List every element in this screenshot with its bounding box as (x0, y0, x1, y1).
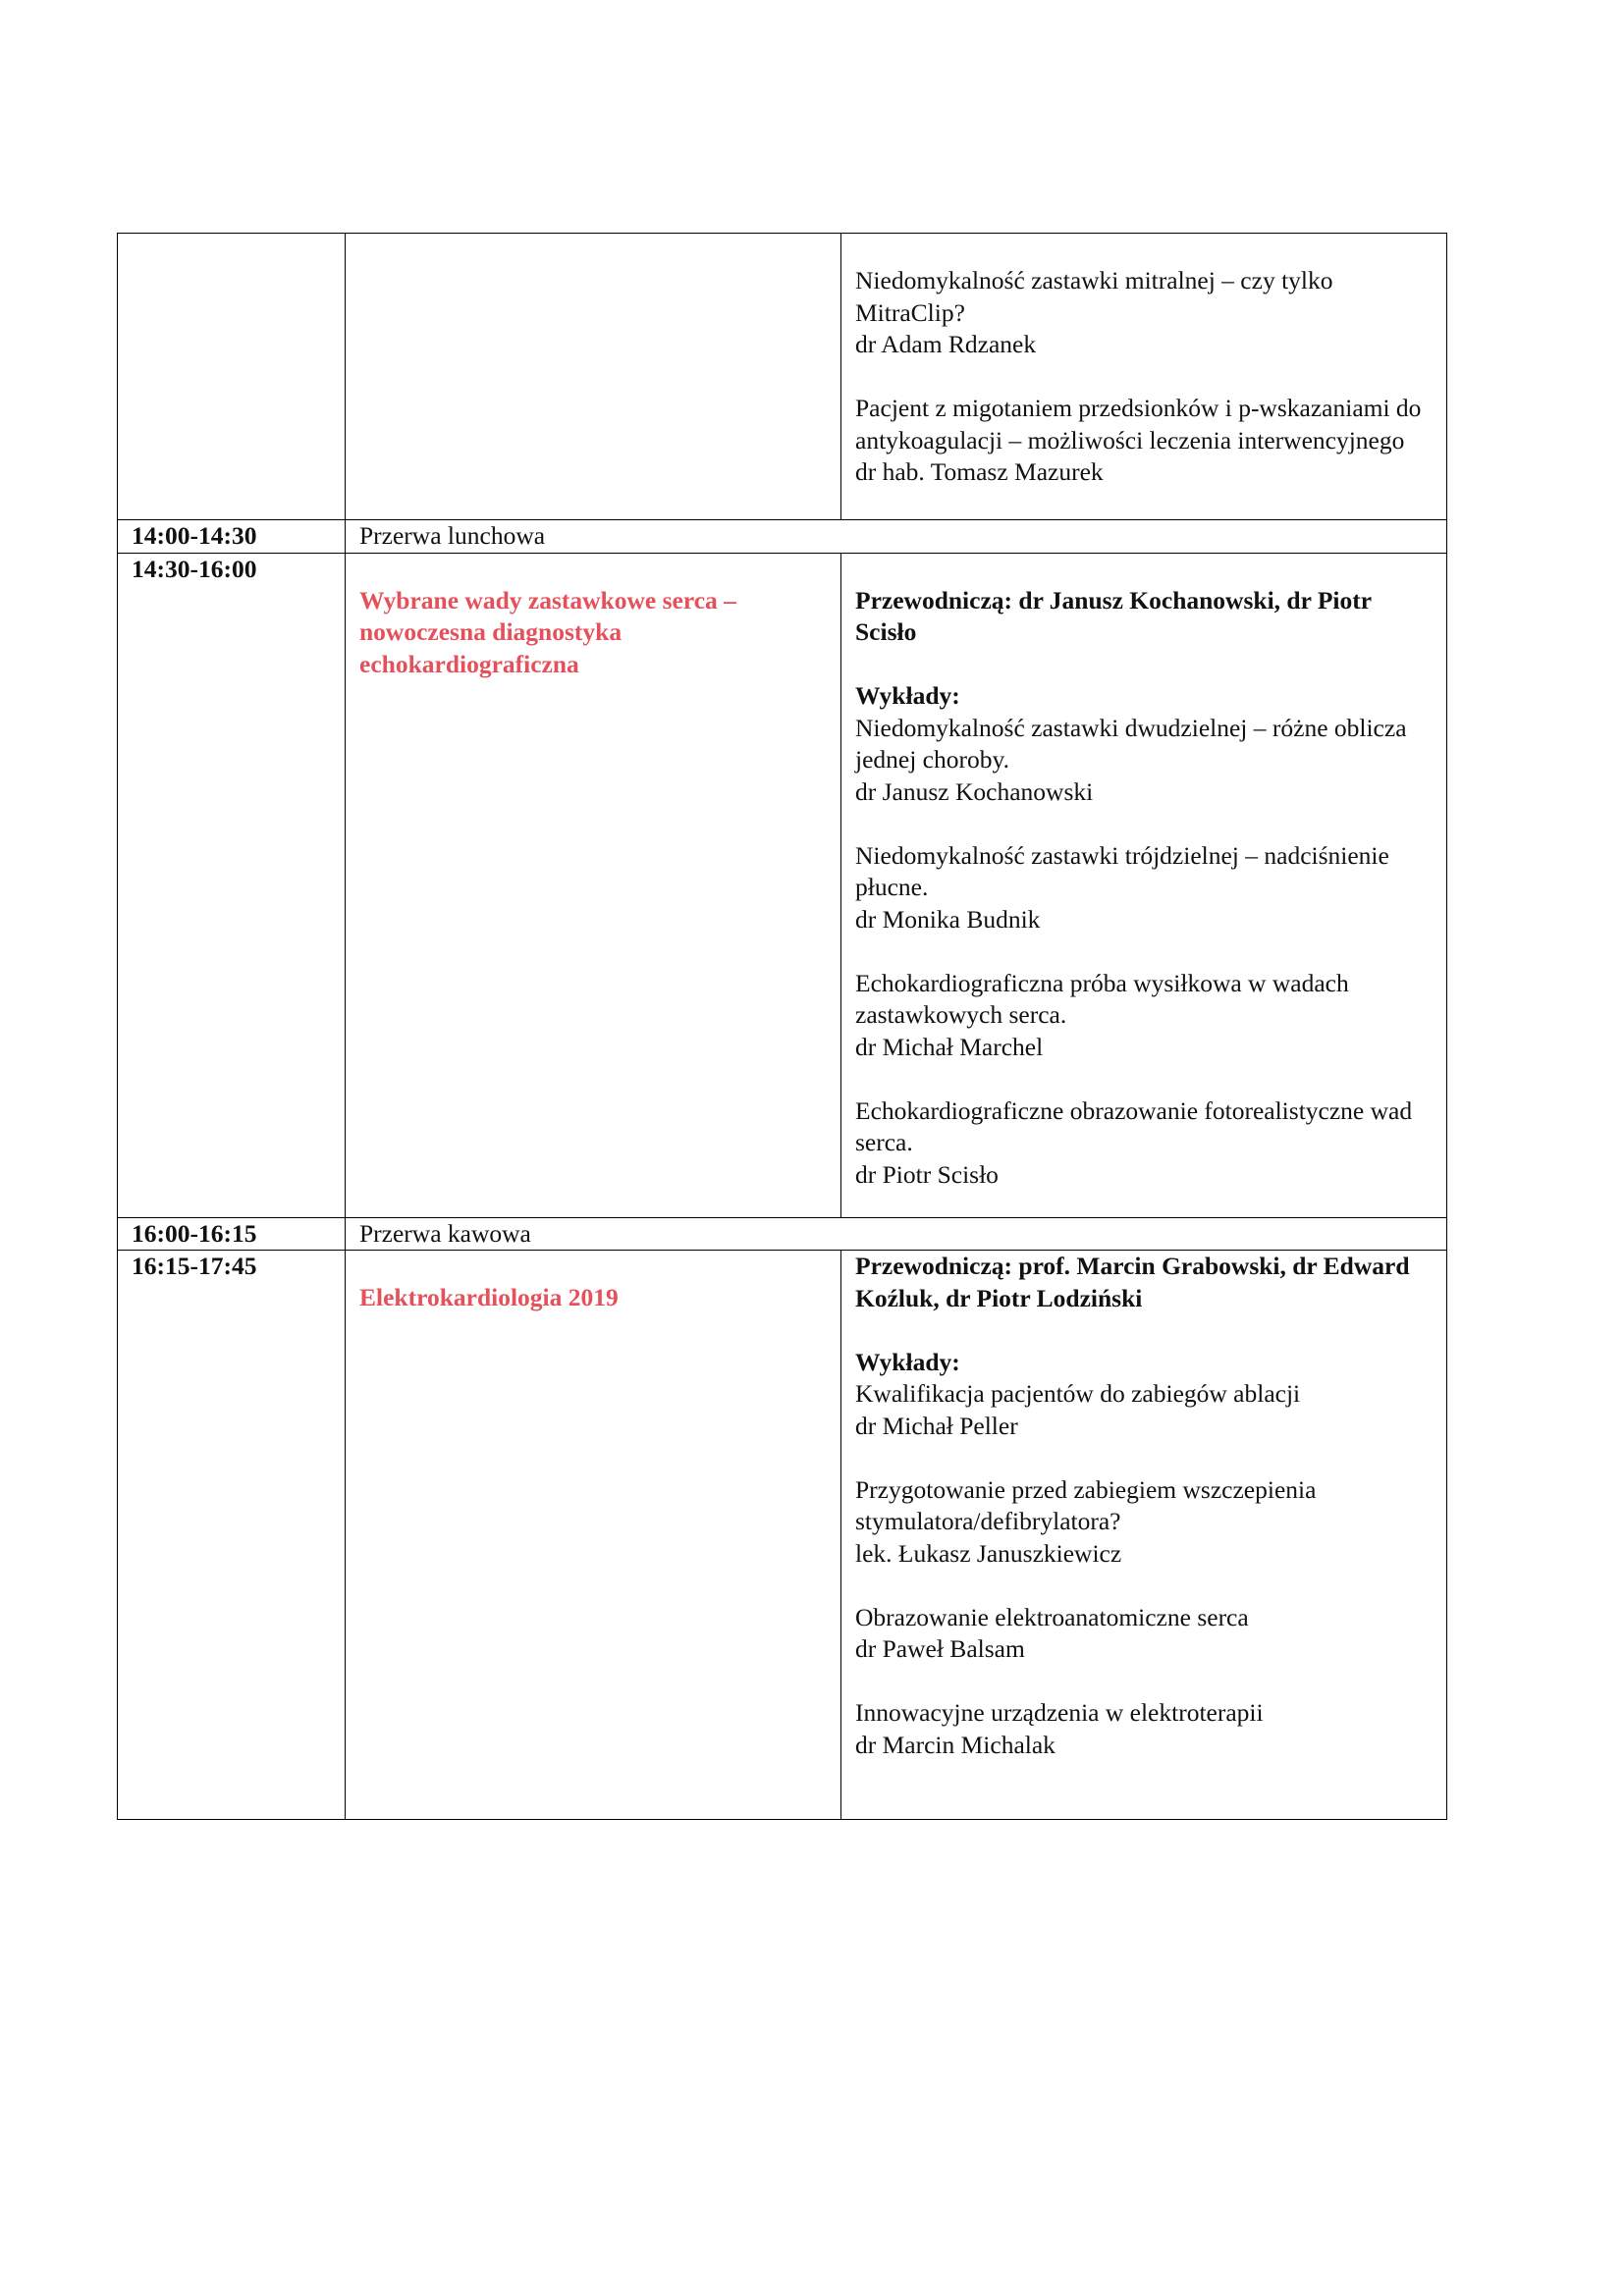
lecture-item (855, 1095, 1433, 1192)
chairs-text: Przewodniczą: prof. Marcin Grabowski, dr Edward Koźluk, dr Piotr Lodziński (855, 1252, 1410, 1312)
break-label: Przerwa kawowa (359, 1218, 531, 1248)
lecture-speaker: dr Monika Budnik (855, 904, 1041, 934)
lecture-item (855, 1602, 1433, 1666)
session-title: Elektrokardiologia 2019 (359, 1283, 619, 1311)
lecture-item (855, 265, 1433, 361)
lecture-title: Innowacyjne urządzenia w elektroterapii (855, 1698, 1264, 1727)
lecture-title: Pacjent z migotaniem przedsionków i p-wskazaniami do antykoagulacji – możliwości leczenia interwencyjnego (855, 394, 1422, 454)
lecture-title: Niedomykalność zastawki trójdzielnej – nadciśnienie płucne. (855, 840, 1389, 901)
time-cell: 14:00-14:30 (118, 520, 346, 554)
lecture-title: Przygotowanie przed zabiegiem wszczepienia stymulatora/defibrylatora? (855, 1474, 1317, 1535)
lecture-item (855, 1378, 1433, 1442)
lecture-item (855, 1697, 1433, 1761)
schedule-row-break (118, 520, 1447, 554)
lecture-item (855, 968, 1433, 1064)
lecture-speaker: dr Michał Peller (855, 1411, 1018, 1440)
session-cell (346, 234, 841, 520)
session-cell (346, 553, 841, 1217)
lecture-title: Niedomykalność zastawki mitralnej – czy tylko MitraClip? (855, 266, 1333, 327)
lecture-title: Kwalifikacja pacjentów do zabiegów ablacji (855, 1379, 1301, 1408)
lecture-speaker: dr Paweł Balsam (855, 1634, 1025, 1663)
content-cell (841, 234, 1447, 520)
session-title: Wybrane wady zastawkowe serca – nowoczesna diagnostyka echokardiograficzna (359, 585, 736, 678)
lecture-title: Niedomykalność zastawki dwudzielnej – różne oblicza jednej choroby. (855, 713, 1407, 774)
content-cell (841, 1251, 1447, 1820)
schedule-row-break (118, 1217, 1447, 1251)
time-cell (118, 234, 346, 520)
lecture-speaker: dr hab. Tomasz Mazurek (855, 457, 1104, 486)
chairs-text: Przewodniczą: dr Janusz Kochanowski, dr Piotr Scisło (855, 585, 1372, 646)
lecture-item (855, 713, 1433, 809)
schedule-row (118, 234, 1447, 520)
break-label: Przerwa lunchowa (359, 521, 546, 550)
time-cell: 14:30-16:00 (118, 553, 346, 1217)
time-cell: 16:00-16:15 (118, 1217, 346, 1251)
lecture-item (855, 840, 1433, 936)
lecture-speaker: dr Marcin Michalak (855, 1730, 1056, 1759)
lecture-speaker: dr Janusz Kochanowski (855, 776, 1094, 806)
schedule-row (118, 553, 1447, 1217)
lecture-speaker: lek. Łukasz Januszkiewicz (855, 1538, 1122, 1568)
lecture-item (855, 1474, 1433, 1571)
schedule-table (117, 233, 1447, 1820)
session-cell (346, 1251, 841, 1820)
lecture-title: Echokardiograficzne obrazowanie fotorealistyczne wad serca. (855, 1095, 1413, 1156)
lecture-item (855, 393, 1433, 489)
lecture-speaker: dr Michał Marchel (855, 1032, 1044, 1061)
break-cell (346, 1217, 1447, 1251)
lecture-title: Obrazowanie elektroanatomiczne serca (855, 1602, 1249, 1631)
lecture-title: Echokardiograficzna próba wysiłkowa w wadach zastawkowych serca. (855, 968, 1349, 1029)
schedule-row (118, 1251, 1447, 1820)
lectures-heading: Wykłady: (855, 1347, 960, 1376)
break-cell (346, 520, 1447, 554)
lectures-heading: Wykłady: (855, 681, 960, 710)
content-cell (841, 553, 1447, 1217)
lecture-speaker: dr Adam Rdzanek (855, 330, 1037, 358)
lecture-speaker: dr Piotr Scisło (855, 1159, 999, 1189)
time-cell: 16:15-17:45 (118, 1251, 346, 1820)
